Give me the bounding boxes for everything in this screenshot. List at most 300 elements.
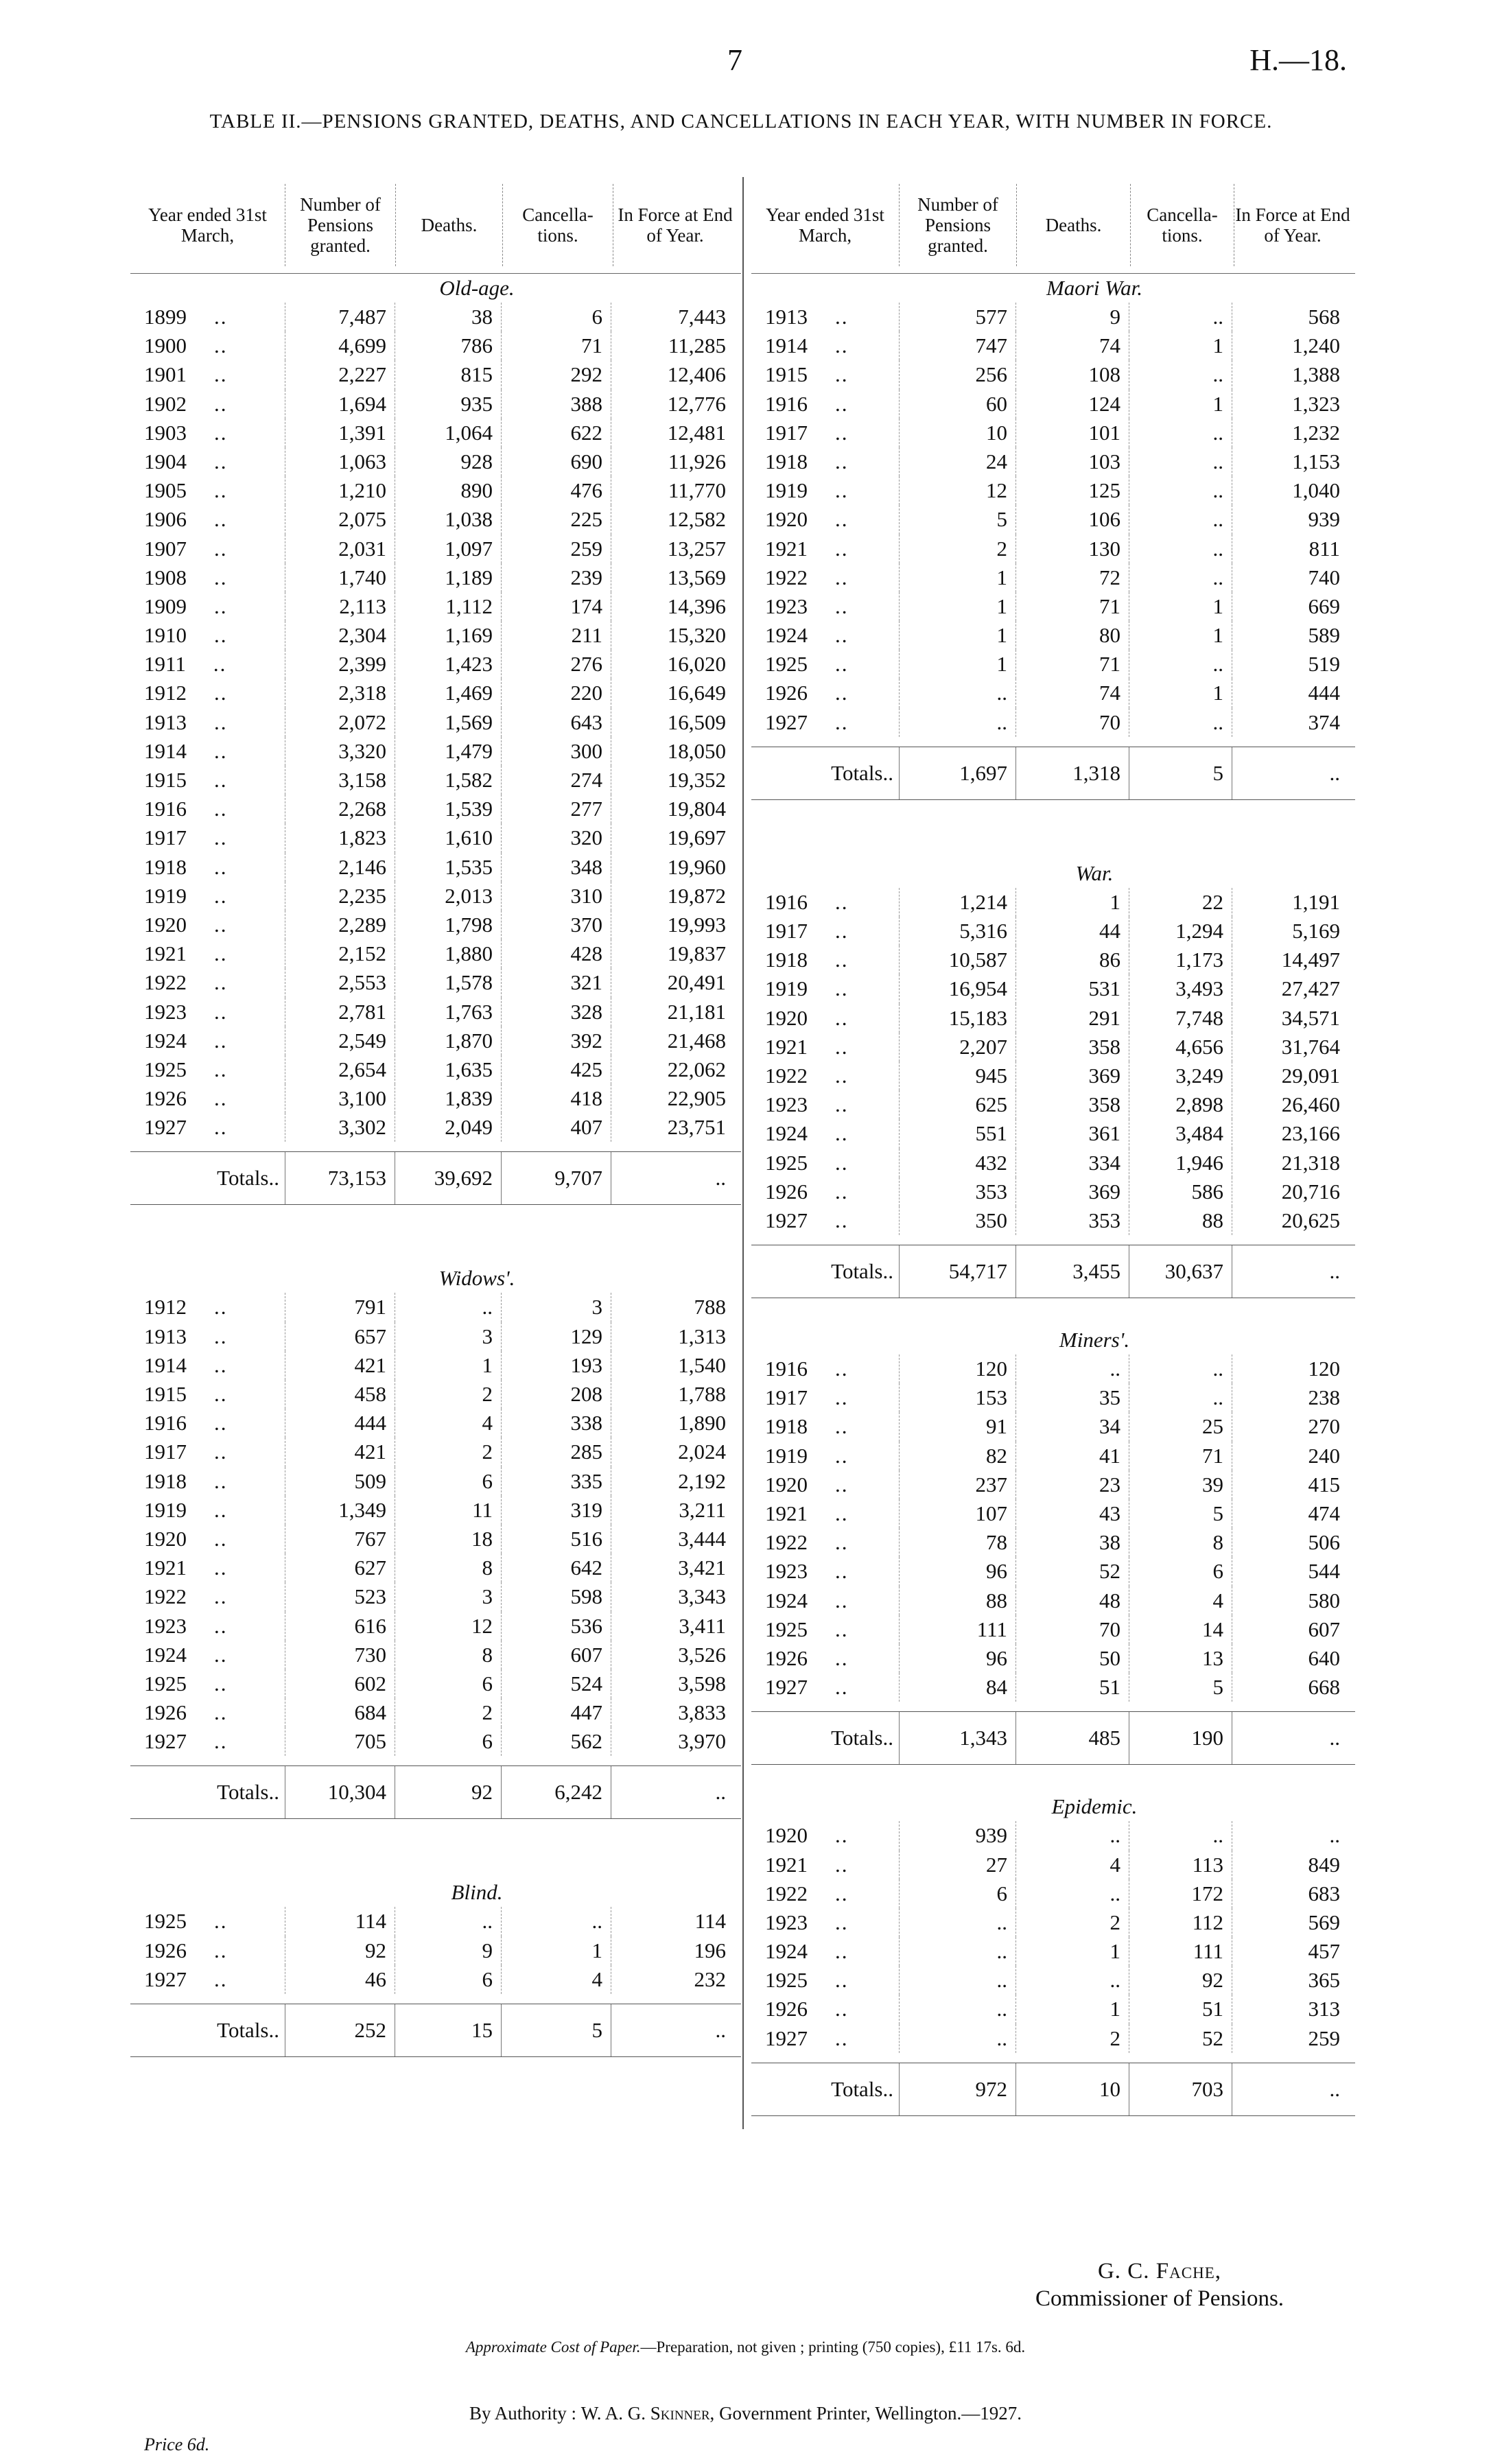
- cell-granted: 88: [899, 1586, 1015, 1615]
- year-label: 1913: [144, 1324, 187, 1348]
- cell-deaths: 935: [395, 390, 501, 419]
- table-row: [130, 998, 741, 1026]
- cell-year: [130, 592, 285, 621]
- cell-in-force: 16,020: [611, 650, 734, 679]
- cell-year: [751, 1206, 899, 1235]
- cell-cancellations: ..: [1129, 476, 1232, 505]
- cell-year: [130, 882, 285, 911]
- cell-granted: 82: [899, 1442, 1015, 1470]
- cell-year: [130, 360, 285, 389]
- header-granted: Number of Pensions granted.: [285, 184, 395, 266]
- cell-deaths: 2: [1015, 1908, 1129, 1937]
- cell-granted: 444: [285, 1409, 395, 1438]
- leader-dots: ..: [835, 889, 849, 914]
- cell-year: [751, 621, 899, 650]
- cell-cancellations: ..: [1129, 447, 1232, 476]
- cell-in-force: 788: [611, 1293, 734, 1322]
- leader-dots: ..: [835, 1968, 849, 1993]
- year-label: 1926: [765, 681, 808, 705]
- year-label: 1912: [144, 1295, 187, 1319]
- signature-title: Commissioner of Pensions.: [1035, 2286, 1284, 2311]
- totals-granted: 1,343: [899, 1712, 1015, 1764]
- leader-dots: ..: [214, 1382, 228, 1406]
- cell-cancellations: 211: [501, 621, 611, 650]
- cell-granted: 2,072: [285, 708, 395, 737]
- cell-deaths: ..: [395, 1907, 501, 1936]
- totals-in-force: ..: [1232, 1712, 1348, 1764]
- cell-granted: 91: [899, 1412, 1015, 1441]
- cell-deaths: 8: [395, 1641, 501, 1669]
- cell-in-force: 114: [611, 1907, 734, 1936]
- table-row: [130, 708, 741, 737]
- cell-granted: ..: [899, 2024, 1015, 2053]
- cell-cancellations: 51: [1129, 1995, 1232, 2023]
- table-row: [751, 1090, 1355, 1119]
- year-label: 1926: [765, 1645, 808, 1670]
- leader-dots: ..: [835, 623, 849, 648]
- cell-in-force: 19,352: [611, 766, 734, 795]
- cell-year: [751, 1966, 899, 1995]
- cell-deaths: 2: [1015, 2024, 1129, 2053]
- cost-note-text: —Preparation, not given ; printing (750 copies), £11 17s. 6d.: [640, 2338, 1026, 2356]
- cell-in-force: 12,582: [611, 505, 734, 534]
- leader-dots: ..: [214, 420, 228, 445]
- cell-deaths: 48: [1015, 1586, 1129, 1615]
- leader-dots: ..: [214, 391, 228, 416]
- table-row: [751, 1908, 1355, 1937]
- cell-granted: ..: [899, 1995, 1015, 2023]
- leader-dots: ..: [214, 565, 228, 589]
- cell-year: [130, 1026, 285, 1055]
- leader-dots: ..: [214, 1613, 228, 1638]
- table-row: [751, 1528, 1355, 1557]
- cell-deaths: 1,635: [395, 1055, 501, 1084]
- year-label: 1923: [144, 1613, 187, 1638]
- year-label: 1921: [765, 1501, 808, 1525]
- year-label: 1914: [144, 738, 187, 763]
- cell-in-force: 1,388: [1232, 360, 1348, 389]
- cell-deaths: 38: [1015, 1528, 1129, 1557]
- leader-dots: ..: [835, 1005, 849, 1030]
- cell-year: [130, 968, 285, 997]
- table-row: [130, 1965, 741, 1994]
- cell-granted: 2,227: [285, 360, 395, 389]
- totals-in-force: ..: [1232, 1245, 1348, 1298]
- totals-cancellations: 30,637: [1129, 1245, 1232, 1298]
- cell-year: [751, 1586, 899, 1615]
- cell-deaths: 2: [395, 1438, 501, 1466]
- table-row: [751, 1586, 1355, 1615]
- year-label: 1924: [765, 1588, 808, 1612]
- cell-in-force: 18,050: [611, 737, 734, 766]
- year-label: 1923: [765, 1910, 808, 1934]
- cell-in-force: 474: [1232, 1499, 1348, 1528]
- totals-deaths: 485: [1015, 1712, 1129, 1764]
- table-row: [130, 1612, 741, 1641]
- cell-deaths: 1,112: [395, 592, 501, 621]
- section-title: Old-age.: [439, 276, 515, 300]
- cell-cancellations: 642: [501, 1553, 611, 1582]
- table-row: [751, 303, 1355, 331]
- table-row: [751, 390, 1355, 419]
- cell-granted: 10,587: [899, 946, 1015, 974]
- table-row: [130, 1026, 741, 1055]
- table-row: [751, 1673, 1355, 1702]
- year-label: 1925: [144, 1909, 187, 1934]
- year-label: 1906: [144, 507, 187, 532]
- cell-year: [130, 911, 285, 939]
- year-label: 1925: [144, 1057, 187, 1081]
- table-row: [130, 1409, 741, 1438]
- cell-cancellations: 3: [501, 1293, 611, 1322]
- leader-dots: ..: [835, 1208, 849, 1232]
- totals-deaths: 3,455: [1015, 1245, 1129, 1298]
- cell-cancellations: ..: [1129, 1821, 1232, 1850]
- leader-dots: ..: [214, 362, 228, 387]
- cell-granted: 350: [899, 1206, 1015, 1235]
- year-label: 1919: [765, 1443, 808, 1468]
- cell-in-force: 26,460: [1232, 1090, 1348, 1119]
- cell-granted: 46: [285, 1965, 395, 1994]
- year-label: 1919: [765, 478, 808, 503]
- year-label: 1914: [144, 1352, 187, 1377]
- header-in-force: In Force at End of Year.: [613, 184, 737, 266]
- year-label: 1923: [765, 594, 808, 618]
- leader-dots: ..: [214, 478, 228, 503]
- cell-deaths: 1: [1015, 888, 1129, 917]
- leader-dots: ..: [835, 1121, 849, 1146]
- cell-cancellations: 690: [501, 447, 611, 476]
- cell-cancellations: 22: [1129, 888, 1232, 917]
- cell-year: [130, 1936, 285, 1965]
- cell-granted: 107: [899, 1499, 1015, 1528]
- cell-cancellations: 292: [501, 360, 611, 389]
- cell-cancellations: 113: [1129, 1851, 1232, 1879]
- cell-deaths: 2: [395, 1380, 501, 1409]
- cell-deaths: ..: [1015, 1966, 1129, 1995]
- leader-dots: ..: [214, 1967, 228, 1991]
- cell-year: [130, 708, 285, 737]
- cell-year: [130, 1727, 285, 1756]
- year-label: 1924: [144, 1028, 187, 1053]
- cell-in-force: 1,240: [1232, 331, 1348, 360]
- cell-deaths: 1,064: [395, 419, 501, 447]
- cell-deaths: ..: [395, 1293, 501, 1322]
- table-row: [751, 917, 1355, 946]
- table-row: [751, 1383, 1355, 1412]
- totals-in-force: ..: [1232, 2063, 1348, 2115]
- cell-in-force: 3,411: [611, 1612, 734, 1641]
- year-label: 1915: [765, 362, 808, 387]
- table-row: [751, 563, 1355, 592]
- table-row: [751, 1206, 1355, 1235]
- cell-deaths: 70: [1015, 708, 1129, 737]
- totals-in-force: ..: [1232, 747, 1348, 799]
- section-spacer: [751, 1298, 1355, 1326]
- cell-in-force: ..: [1232, 1821, 1348, 1850]
- year-label: 1923: [765, 1559, 808, 1584]
- year-label: 1916: [144, 1411, 187, 1435]
- cell-year: [130, 1496, 285, 1525]
- leader-dots: ..: [214, 883, 228, 908]
- cell-deaths: 369: [1015, 1177, 1129, 1206]
- leader-dots: ..: [835, 1617, 849, 1641]
- cell-cancellations: 4: [501, 1965, 611, 1994]
- leader-dots: ..: [835, 449, 849, 473]
- cell-deaths: 9: [395, 1936, 501, 1965]
- cell-year: [751, 447, 899, 476]
- year-label: 1917: [765, 919, 808, 943]
- header-deaths: Deaths.: [1016, 184, 1130, 266]
- cell-cancellations: 39: [1129, 1470, 1232, 1499]
- cell-deaths: 1,578: [395, 968, 501, 997]
- year-label: 1908: [144, 565, 187, 589]
- year-label: 1927: [144, 1729, 187, 1754]
- cell-granted: 2,152: [285, 939, 395, 968]
- cell-in-force: 238: [1232, 1383, 1348, 1412]
- cell-granted: 3,302: [285, 1113, 395, 1142]
- cell-in-force: 19,697: [611, 823, 734, 852]
- year-label: 1918: [144, 1468, 187, 1493]
- cell-granted: 2,399: [285, 650, 395, 679]
- year-label: 1927: [765, 1675, 808, 1700]
- cell-deaths: 6: [395, 1727, 501, 1756]
- cell-in-force: 3,598: [611, 1669, 734, 1698]
- table-row: [130, 1525, 741, 1553]
- year-label: 1919: [765, 976, 808, 1001]
- cell-granted: ..: [899, 1937, 1015, 1966]
- cell-year: [751, 303, 899, 331]
- cell-cancellations: 536: [501, 1612, 611, 1641]
- cell-granted: 1,349: [285, 1496, 395, 1525]
- cell-year: [751, 650, 899, 679]
- cell-in-force: 19,804: [611, 795, 734, 823]
- leader-dots: ..: [214, 507, 228, 532]
- cell-deaths: 1,189: [395, 563, 501, 592]
- cell-in-force: 240: [1232, 1442, 1348, 1470]
- cell-granted: 1,740: [285, 563, 395, 592]
- cell-cancellations: 1,294: [1129, 917, 1232, 946]
- totals-row: [751, 1245, 1355, 1298]
- table-row: [130, 1380, 741, 1409]
- cell-cancellations: 328: [501, 998, 611, 1026]
- leader-dots: ..: [214, 999, 228, 1024]
- table-row: [751, 1470, 1355, 1499]
- cell-cancellations: 320: [501, 823, 611, 852]
- cell-in-force: 2,024: [611, 1438, 734, 1466]
- cell-granted: 111: [899, 1615, 1015, 1644]
- cell-granted: 92: [285, 1936, 395, 1965]
- cell-cancellations: 1: [1129, 592, 1232, 621]
- cell-granted: 747: [899, 331, 1015, 360]
- cell-cancellations: 338: [501, 1409, 611, 1438]
- cell-granted: ..: [899, 679, 1015, 707]
- cell-granted: 627: [285, 1553, 395, 1582]
- cell-granted: 2,235: [285, 882, 395, 911]
- section-title: Maori War.: [1046, 276, 1143, 300]
- cell-in-force: 19,960: [611, 853, 734, 882]
- cell-cancellations: 277: [501, 795, 611, 823]
- totals-row: [751, 2063, 1355, 2116]
- cell-deaths: 18: [395, 1525, 501, 1553]
- cell-granted: 1: [899, 621, 1015, 650]
- totals-label: Totals..: [831, 2076, 893, 2101]
- cell-year: [130, 679, 285, 707]
- cell-deaths: 353: [1015, 1206, 1129, 1235]
- cell-granted: 256: [899, 360, 1015, 389]
- leader-dots: ..: [835, 1179, 849, 1204]
- table-row: [751, 2024, 1355, 2053]
- year-label: 1917: [144, 1440, 187, 1464]
- cell-year: [751, 1090, 899, 1119]
- cell-in-force: 457: [1232, 1937, 1348, 1966]
- cell-cancellations: 259: [501, 535, 611, 563]
- year-label: 1924: [765, 623, 808, 648]
- cell-deaths: 334: [1015, 1149, 1129, 1177]
- cell-deaths: 1,582: [395, 766, 501, 795]
- year-label: 1905: [144, 478, 187, 503]
- cell-year: [751, 946, 899, 974]
- cell-deaths: 2,013: [395, 882, 501, 911]
- cell-in-force: 569: [1232, 1908, 1348, 1937]
- table-row: [751, 1149, 1355, 1177]
- totals-row: [751, 747, 1355, 800]
- leader-dots: ..: [835, 536, 849, 561]
- cell-cancellations: 129: [501, 1322, 611, 1351]
- cell-deaths: 80: [1015, 621, 1129, 650]
- leader-dots: ..: [214, 1468, 228, 1493]
- leader-dots: ..: [835, 976, 849, 1001]
- table-row: [130, 882, 741, 911]
- cell-granted: 705: [285, 1727, 395, 1756]
- cell-granted: ..: [899, 708, 1015, 737]
- cell-deaths: 41: [1015, 1442, 1129, 1470]
- leader-dots: ..: [214, 854, 228, 879]
- cell-year: [751, 708, 899, 737]
- leader-dots: ..: [214, 1700, 228, 1725]
- cell-cancellations: 193: [501, 1351, 611, 1380]
- leader-dots: ..: [835, 1559, 849, 1584]
- cell-cancellations: 2,898: [1129, 1090, 1232, 1119]
- cell-in-force: 589: [1232, 621, 1348, 650]
- cell-year: [130, 1322, 285, 1351]
- table-row: [130, 447, 741, 476]
- section-spacer: [130, 1819, 741, 1878]
- year-label: 1899: [144, 305, 187, 329]
- table-row: [130, 331, 741, 360]
- totals-cancellations: 5: [1129, 747, 1232, 799]
- header-cancellations: Cancella-tions.: [1130, 184, 1234, 266]
- cell-deaths: 11: [395, 1496, 501, 1525]
- table-row: [130, 1351, 741, 1380]
- cell-year: [130, 621, 285, 650]
- cell-cancellations: 418: [501, 1084, 611, 1113]
- cell-in-force: 19,993: [611, 911, 734, 939]
- cell-granted: 4,699: [285, 331, 395, 360]
- table-row: [751, 419, 1355, 447]
- leader-dots: ..: [835, 1530, 849, 1555]
- cell-year: [751, 505, 899, 534]
- table-row: [130, 1669, 741, 1698]
- totals-deaths: 15: [395, 2004, 501, 2056]
- cell-granted: 2,549: [285, 1026, 395, 1055]
- table-row: [130, 390, 741, 419]
- year-label: 1922: [765, 565, 808, 589]
- year-label: 1927: [765, 709, 808, 734]
- cell-year: [751, 1615, 899, 1644]
- cell-in-force: 668: [1232, 1673, 1348, 1702]
- leader-dots: ..: [835, 1823, 849, 1848]
- year-label: 1925: [765, 1617, 808, 1641]
- leader-dots: ..: [835, 507, 849, 532]
- cell-year: [751, 1033, 899, 1061]
- year-label: 1912: [144, 681, 187, 705]
- cell-year: [751, 535, 899, 563]
- cell-year: [130, 766, 285, 795]
- leader-dots: ..: [214, 1324, 228, 1348]
- cell-granted: 2: [899, 535, 1015, 563]
- cell-in-force: 20,625: [1232, 1206, 1348, 1235]
- table-row: [130, 1727, 741, 1756]
- cell-in-force: 21,181: [611, 998, 734, 1026]
- cell-cancellations: 3,249: [1129, 1061, 1232, 1090]
- cell-deaths: 130: [1015, 535, 1129, 563]
- cell-deaths: 50: [1015, 1644, 1129, 1673]
- table-row: [130, 1936, 741, 1965]
- year-label: 1926: [765, 1179, 808, 1204]
- year-label: 1927: [144, 1115, 187, 1140]
- cell-deaths: 1,097: [395, 535, 501, 563]
- table-row: [751, 888, 1355, 917]
- totals-in-force: ..: [611, 2004, 734, 2056]
- cell-year: [130, 795, 285, 823]
- cell-deaths: 1,610: [395, 823, 501, 852]
- printer-name: W. A. G. Skinner,: [580, 2403, 715, 2424]
- cell-in-force: 7,443: [611, 303, 734, 331]
- cell-in-force: 415: [1232, 1470, 1348, 1499]
- document-code: H.—18.: [1249, 43, 1347, 77]
- price: Price 6d.: [144, 2434, 210, 2454]
- cell-year: [130, 1293, 285, 1322]
- year-label: 1925: [765, 1150, 808, 1175]
- cell-cancellations: 274: [501, 766, 611, 795]
- table-row: [130, 939, 741, 968]
- table-row: [130, 360, 741, 389]
- section-title: War.: [1075, 860, 1114, 885]
- year-label: 1907: [144, 536, 187, 561]
- cell-in-force: 21,318: [1232, 1149, 1348, 1177]
- table-row: [130, 795, 741, 823]
- cell-granted: 421: [285, 1351, 395, 1380]
- cell-granted: 939: [899, 1821, 1015, 1850]
- cell-cancellations: 370: [501, 911, 611, 939]
- cell-deaths: 358: [1015, 1090, 1129, 1119]
- cell-year: [130, 447, 285, 476]
- cell-in-force: 2,192: [611, 1467, 734, 1496]
- year-label: 1921: [765, 1852, 808, 1877]
- cell-granted: 432: [899, 1149, 1015, 1177]
- cell-year: [751, 679, 899, 707]
- cell-year: [751, 1470, 899, 1499]
- cell-year: [751, 592, 899, 621]
- table-row: [130, 419, 741, 447]
- table-row: [751, 505, 1355, 534]
- totals-label: Totals..: [217, 2018, 279, 2042]
- table-row: [751, 974, 1355, 1003]
- signature-block: [1009, 2257, 1311, 2312]
- leader-dots: ..: [835, 652, 849, 677]
- cell-in-force: 849: [1232, 1851, 1348, 1879]
